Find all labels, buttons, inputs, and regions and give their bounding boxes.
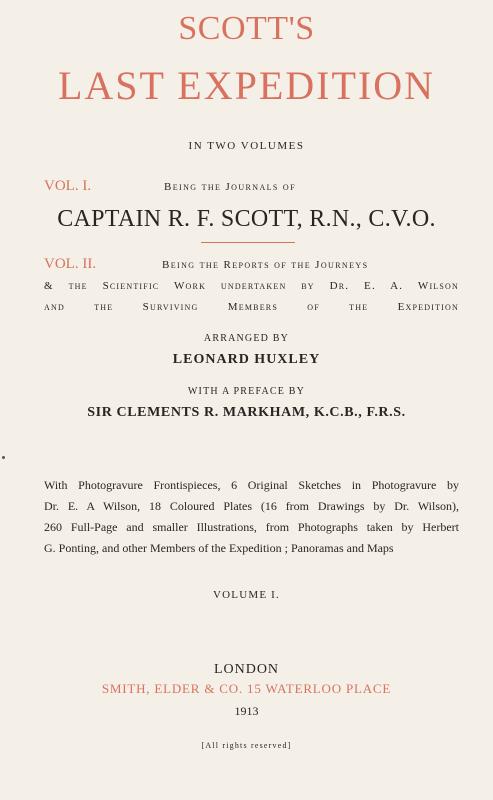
- contents-line-3: 260 Full-Page and smaller Illustrations, from Photographs taken by Herbert: [44, 520, 459, 534]
- contents-line-1: With Photogravure Frontispieces, 6 Original Sketches in Photogravure by: [44, 478, 459, 492]
- imprint-publisher: SMITH, ELDER & CO. 15 WATERLOO PLACE: [101, 681, 392, 696]
- vol2-description-line-1: Being the Reports of the Journeys: [162, 259, 369, 271]
- imprint-city: LONDON: [213, 662, 280, 677]
- divider-rule: [201, 242, 295, 243]
- editor-name: LEONARD HUXLEY: [172, 352, 321, 367]
- contents-line-2: Dr. E. A Wilson, 18 Coloured Plates (16 from Drawings by Dr. Wilson),: [44, 499, 459, 513]
- vol2-label: VOL. II.: [44, 256, 97, 272]
- arranged-by-label: ARRANGED BY: [203, 333, 290, 344]
- contents-line-4: G. Ponting, and other Members of the Expedition ; Panoramas and Maps: [44, 541, 394, 555]
- vol2-description-line-2: & the Scientific Work undertaken by Dr. E. A. Wilson: [44, 280, 459, 292]
- title-line-1: SCOTT'S: [178, 10, 315, 47]
- preface-author: SIR CLEMENTS R. MARKHAM, K.C.B., F.R.S.: [87, 405, 406, 420]
- imprint-year: 1913: [234, 704, 259, 718]
- rights-notice: [All rights reserved]: [201, 741, 292, 750]
- title-line-2: LAST EXPEDITION: [57, 63, 435, 108]
- vol1-description: Being the Journals of: [164, 181, 296, 193]
- volume-number: VOLUME I.: [212, 589, 280, 601]
- vol2-description-line-3: and the Surviving Members of the Expedition: [44, 301, 459, 313]
- author-name: CAPTAIN R. F. SCOTT, R.N., C.V.O.: [57, 206, 436, 232]
- preface-by-label: WITH A PREFACE BY: [187, 386, 306, 397]
- vol1-label: VOL. I.: [44, 178, 92, 194]
- print-speck: [2, 456, 5, 459]
- volumes-note: IN TWO VOLUMES: [188, 140, 305, 152]
